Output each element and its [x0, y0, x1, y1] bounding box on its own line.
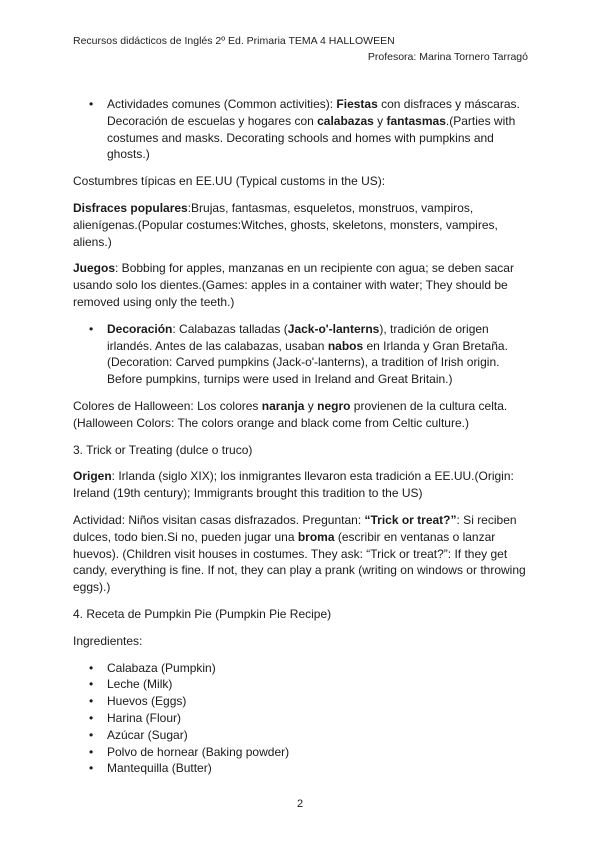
ingredients-list	[73, 660, 527, 778]
bullet-list-activities	[73, 96, 527, 163]
paragraph-ingredients-label: Ingredientes:	[73, 633, 143, 648]
list-item-ingredient: • Polvo de hornear (Baking powder)	[107, 744, 527, 761]
list-item-decoration: • Decoración: Calabazas talladas (Jack-o'-lanterns), tradición de origen irlandés. Antes de las calabazas, usaban nabos en Irlanda y Gran Bretaña.(Decoration: Carved pumpkins (Jack-o'-lanterns), a tradition of Irish origin. Before pumpkins, turnips were used in Ireland and Great Britain.)	[107, 321, 527, 388]
paragraph-typical-customs: Costumbres típicas en EE.UU (Typical customs in the US):	[73, 174, 386, 189]
bullet-list-decoration	[73, 321, 527, 388]
section-heading-trick-or-treating: 3. Trick or Treating (dulce o truco)	[73, 442, 253, 457]
paragraph-games: Juegos: Bobbing for apples, manzanas en un recipiente con agua; se deben sacar usando solo los dientes.(Games: apples in a container with water; They should be removed using only the teeth.)	[73, 261, 514, 309]
list-item-ingredient: • Azúcar (Sugar)	[107, 727, 527, 744]
list-item-ingredient: • Huevos (Eggs)	[107, 693, 527, 710]
list-item-ingredient: • Leche (Milk)	[107, 676, 527, 693]
paragraph-origin: Origen: Irlanda (siglo XIX); los inmigrantes llevaron esta tradición a EE.UU.(Origin: Ireland (19th century); Immigrants brought this tradition to the US)	[73, 469, 514, 501]
paragraph-activity: Actividad: Niños visitan casas disfrazados. Preguntan: “Trick or treat?”: Si reciben dulces, todo bien.Si no, pueden jugar una broma (escribir en ventanas o lanzar huevos). (Children visit houses in costumes. They ask: “Trick or treat?”: If they get candy, everything is fine. If not, they can play a prank (writing on windows or throwing eggs).)	[73, 512, 526, 595]
document-body	[73, 96, 527, 787]
list-item-ingredient: • Harina (Flour)	[107, 710, 527, 727]
paragraph-costumes: Disfraces populares:Brujas, fantasmas, esqueletos, monstruos, vampiros, alienígenas.(Popular costumes:Witches, ghosts, skeletons, monsters, vampires, aliens.)	[73, 200, 498, 249]
section-heading-recipe: 4. Receta de Pumpkin Pie (Pumpkin Pie Recipe)	[73, 606, 332, 621]
list-item-ingredient: • Calabaza (Pumpkin)	[107, 660, 527, 677]
paragraph-colors: Colores de Halloween: Los colores naranja y negro provienen de la cultura celta.(Halloween Colors: The colors orange and black come from Celtic culture.)	[73, 398, 508, 430]
page-header	[73, 33, 527, 65]
page-number: 2	[296, 798, 304, 810]
list-item-ingredient: • Mantequilla (Butter)	[107, 760, 527, 777]
header-course-title: Recursos didácticos de Inglés 2º Ed. Primaria TEMA 4 HALLOWEEN	[73, 35, 395, 47]
header-teacher: Profesora: Marina Tornero Tarragó	[367, 51, 528, 63]
list-item-common-activities: • Actividades comunes (Common activities): Fiestas con disfraces y máscaras. Decoración de escuelas y hogares con calabazas y fantasmas.(Parties with costumes and masks. Decorating schools and homes with pumpkins and ghosts.)	[107, 96, 527, 163]
